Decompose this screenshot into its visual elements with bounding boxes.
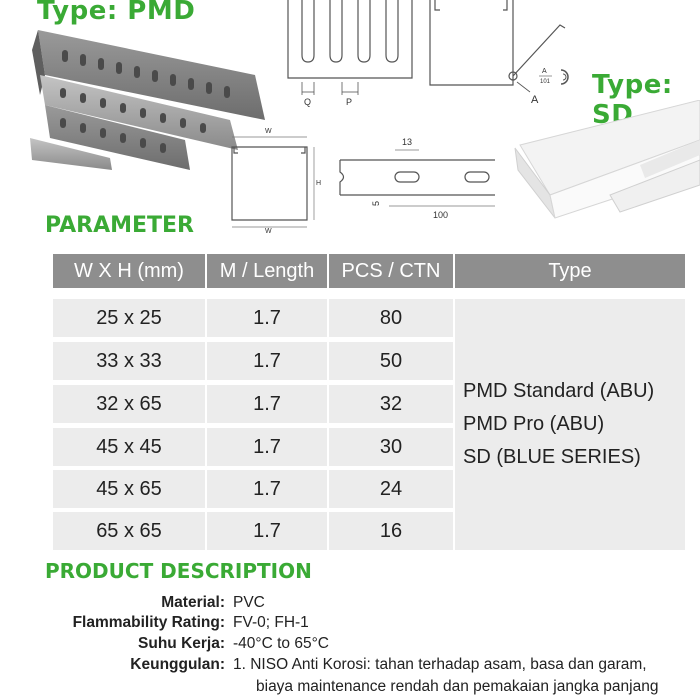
slot-side-drawing [280, 0, 420, 110]
flammability-value: FV-0; FH-1 [233, 614, 309, 631]
product-description-title: PRODUCT DESCRIPTION [45, 559, 312, 583]
cross-section-drawing [425, 0, 585, 110]
slot-dimension-drawing [335, 130, 505, 225]
type-pmd-title: Type: PMD [37, 0, 196, 26]
cell-length: 1.7 [207, 512, 327, 550]
col-header-type: Type [455, 254, 685, 288]
type-pmd-standard: PMD Standard (ABU) [463, 380, 655, 402]
label-w-top: W [265, 128, 272, 135]
flammability-row [0, 614, 700, 634]
keunggulan-label: Keunggulan: [130, 656, 225, 673]
cell-length: 1.7 [207, 470, 327, 508]
label-a-detail-top: A [542, 68, 547, 75]
cell-size: 45 x 65 [53, 470, 205, 508]
cell-length: 1.7 [207, 428, 327, 466]
type-sd-blue: SD (BLUE SERIES) [463, 446, 641, 468]
suhu-value: -40°C to 65°C [233, 635, 329, 652]
front-dimension-drawing [222, 125, 322, 235]
dim-100: 100 [433, 210, 449, 220]
cell-size: 65 x 65 [53, 512, 205, 550]
label-p: P [346, 97, 353, 107]
col-header-size: W X H (mm) [53, 254, 205, 288]
keunggulan-line-2: biaya maintenance rendah dan pemakaian jangka panjang [256, 678, 659, 695]
cell-length: 1.7 [207, 385, 327, 423]
suhu-label: Suhu Kerja: [138, 635, 225, 652]
type-sd-title: Type: SD [592, 70, 673, 130]
label-h: H [316, 180, 322, 187]
cell-length: 1.7 [207, 342, 327, 380]
cell-pcs: 32 [329, 385, 453, 423]
keunggulan-row [0, 656, 700, 676]
label-w-bottom: W [265, 228, 272, 235]
cell-pcs: 50 [329, 342, 453, 380]
dim-5: 5 [371, 200, 381, 206]
cell-size: 25 x 25 [53, 299, 205, 337]
flammability-label: Flammability Rating: [72, 614, 225, 631]
material-row [0, 594, 700, 614]
cell-length: 1.7 [207, 299, 327, 337]
cell-size: 32 x 65 [53, 385, 205, 423]
parameter-title: PARAMETER [45, 213, 194, 238]
label-a: A [531, 94, 539, 106]
cell-size: 45 x 45 [53, 428, 205, 466]
suhu-row [0, 635, 700, 655]
cell-type-merged [455, 299, 685, 550]
col-header-pcs: PCS / CTN [329, 254, 453, 288]
sd-duct-photo [510, 100, 700, 220]
type-pmd-pro: PMD Pro (ABU) [463, 413, 605, 435]
cell-pcs: 16 [329, 512, 453, 550]
col-header-length: M / Length [207, 254, 327, 288]
keunggulan-line-1: 1. NISO Anti Korosi: tahan terhadap asam, basa dan garam, [233, 656, 647, 673]
cell-pcs: 80 [329, 299, 453, 337]
dim-13: 13 [402, 137, 413, 147]
cell-pcs: 24 [329, 470, 453, 508]
material-label: Material: [161, 594, 225, 611]
label-q: Q [304, 97, 312, 107]
label-a-detail-bottom: 101 [540, 79, 551, 85]
material-value: PVC [233, 594, 265, 611]
cell-size: 33 x 33 [53, 342, 205, 380]
cell-pcs: 30 [329, 428, 453, 466]
